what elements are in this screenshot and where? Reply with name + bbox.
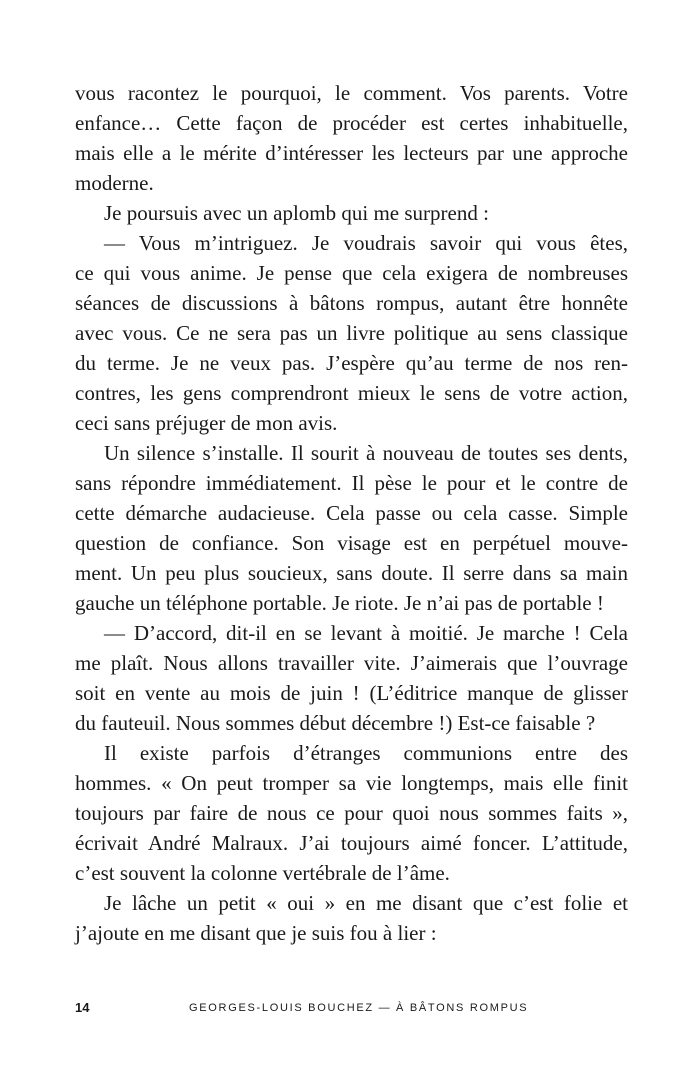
page-footer bbox=[75, 998, 628, 1018]
text-line: sans répondre immédiatement. Il pèse le pour et le contre de bbox=[75, 471, 628, 495]
text-line: cette démarche audacieuse. Cela passe ou cela casse. Simple bbox=[75, 501, 628, 525]
text-line: gauche un téléphone portable. Je riote. Je n’ai pas de portable ! bbox=[75, 591, 604, 615]
text-line: c’est souvent la colonne vertébrale de l’âme. bbox=[75, 861, 450, 885]
text-line: contres, les gens comprendront mieux le sens de votre action, bbox=[75, 381, 628, 405]
text-line: du fauteuil. Nous sommes début décembre !) Est-ce faisable ? bbox=[75, 711, 596, 735]
text-line: ceci sans préjuger de mon avis. bbox=[75, 411, 338, 435]
text-line: du terme. Je ne veux pas. J’espère qu’au terme de nos ren- bbox=[75, 351, 628, 375]
text-line: mais elle a le mérite d’intéresser les lecteurs par une approche bbox=[75, 141, 628, 165]
text-line: Je lâche un petit « oui » en me disant que c’est folie et bbox=[104, 891, 628, 915]
page-number: 14 bbox=[75, 1000, 90, 1015]
text-line: séances de discussions à bâtons rompus, autant être honnête bbox=[75, 291, 628, 315]
text-line: soit en vente au mois de juin ! (L’éditrice manque de glisser bbox=[75, 681, 628, 705]
running-head: GEORGES-LOUIS BOUCHEZ — À BÂTONS ROMPUS bbox=[189, 1002, 529, 1014]
text-line: me plaît. Nous allons travailler vite. J’aimerais que l’ouvrage bbox=[75, 651, 628, 675]
text-line: moderne. bbox=[75, 171, 154, 195]
text-line: vous racontez le pourquoi, le comment. Vos parents. Votre bbox=[75, 81, 628, 105]
text-line: — D’accord, dit-il en se levant à moitié. Je marche ! Cela bbox=[104, 621, 628, 645]
text-line: avec vous. Ce ne sera pas un livre politique au sens classique bbox=[75, 321, 628, 345]
text-line: question de confiance. Son visage est en perpétuel mouve- bbox=[75, 531, 628, 555]
text-line: ce qui vous anime. Je pense que cela exigera de nombreuses bbox=[75, 261, 628, 285]
text-line: ment. Un peu plus soucieux, sans doute. Il serre dans sa main bbox=[75, 561, 628, 585]
text-line: — Vous m’intriguez. Je voudrais savoir qui vous êtes, bbox=[104, 231, 628, 255]
text-line: écrivait André Malraux. J’ai toujours aimé foncer. L’attitude, bbox=[75, 831, 628, 855]
text-line: j’ajoute en me disant que je suis fou à lier : bbox=[75, 921, 437, 945]
body-text bbox=[75, 78, 628, 948]
text-line: toujours par faire de nous ce pour quoi nous sommes faits », bbox=[75, 801, 628, 825]
text-line: Il existe parfois d’étranges communions entre des bbox=[104, 741, 628, 765]
text-line: hommes. « On peut tromper sa vie longtemps, mais elle finit bbox=[75, 771, 628, 795]
text-line: Un silence s’installe. Il sourit à nouveau de toutes ses dents, bbox=[104, 441, 628, 465]
text-line: Je poursuis avec un aplomb qui me surprend : bbox=[104, 201, 489, 225]
text-line: enfance… Cette façon de procéder est certes inhabituelle, bbox=[75, 111, 628, 135]
